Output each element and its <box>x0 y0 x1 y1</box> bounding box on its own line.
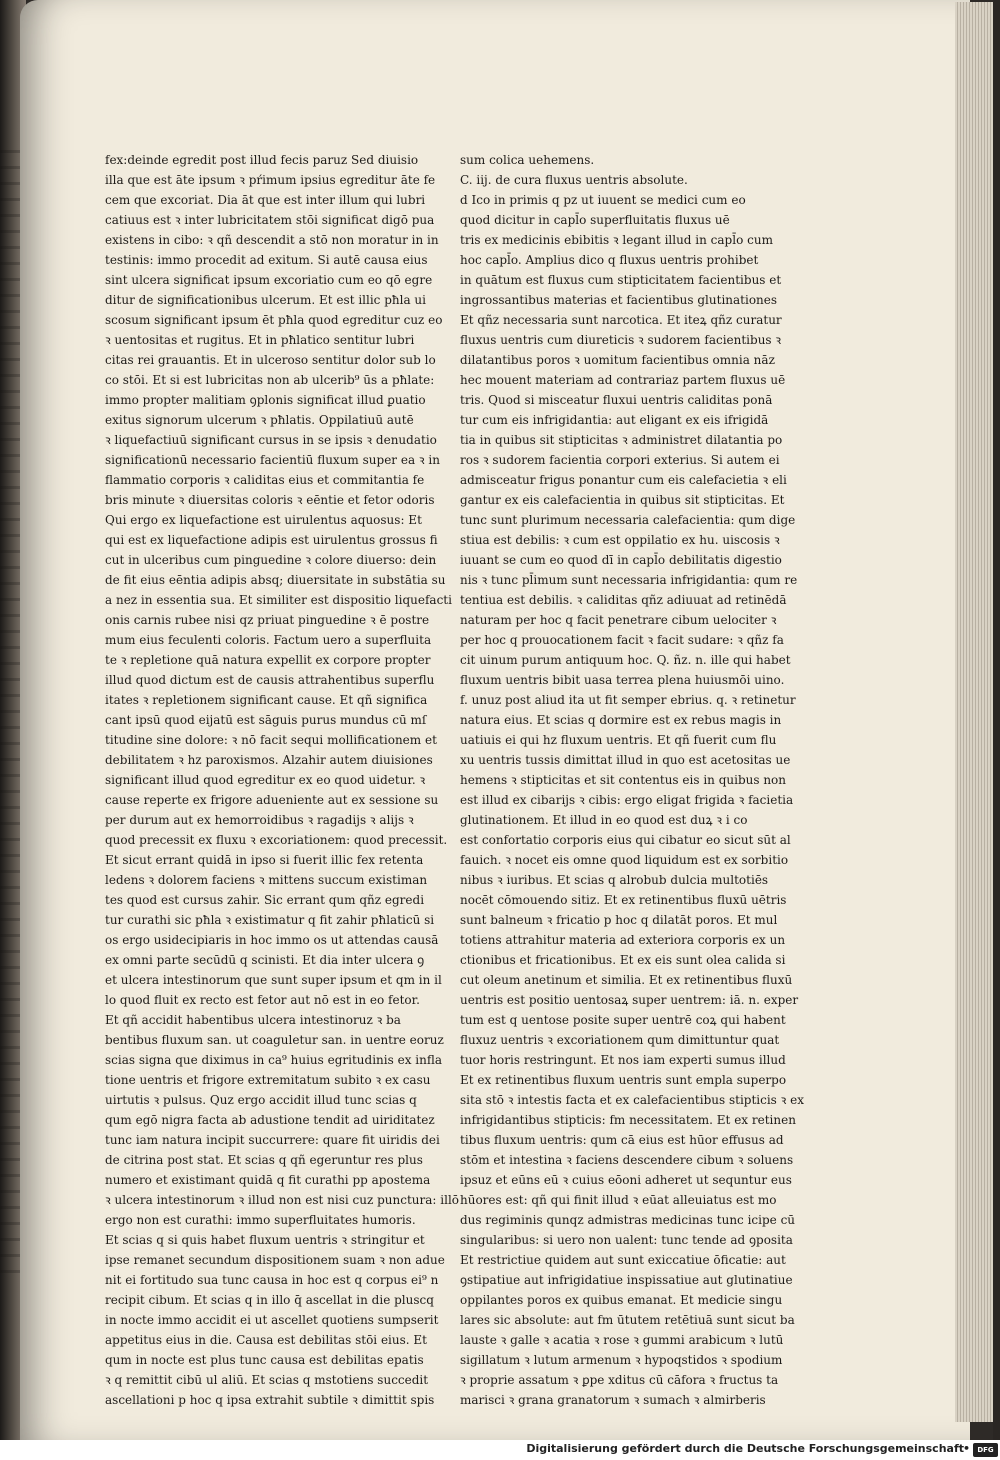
text-line: hemens ꝛ stipticitas et sit contentus eis in quibus non <box>460 773 787 787</box>
text-line: cut oleum anetinum et similia. Et ex retinentibus fluxū <box>460 973 793 987</box>
text-line: bris minute ꝛ diuersitas coloris ꝛ eēntie et fetor odoris <box>105 493 435 507</box>
text-line: illud quod dictum est de causis attrahentibus superflu <box>105 673 435 687</box>
text-line: tia in quibus sit stipticitas ꝛ administret dilatantia po <box>460 433 783 447</box>
text-line: d Ico in primis q pz ut iuuent se medici cum eo <box>460 193 746 207</box>
footer-credit: Digitalisierung gefördert durch die Deutsche Forschungsgemeinschaft <box>526 1442 964 1455</box>
text-line: te ꝛ repletione quā natura expellit ex corpore propter <box>105 653 431 667</box>
text-line: ipsuz et eūns eū ꝛ cuius eōoni adheret ut sequntur eus <box>460 1173 792 1187</box>
text-line: ꝛ ulcera intestinorum ꝛ illud non est nisi cuz punctura: illō <box>105 1193 460 1207</box>
text-line: titudine sine dolore: ꝛ nō facit sequi mollificationem et <box>105 733 437 747</box>
text-line: dus regiminis qunqz admistras medicinas tunc icipe cū <box>460 1213 796 1227</box>
text-line: lo quod fluit ex recto est fetor aut nō est in eo fetor. <box>105 993 420 1007</box>
footer-bullet: • <box>962 1442 970 1455</box>
text-line: sigillatum ꝛ lutum armenum ꝛ hypoqstidos ꝛ spodium <box>460 1353 783 1367</box>
text-line: citas rei grauantis. Et in ulceroso sentitur dolor sub lo <box>105 353 436 367</box>
text-line: ꝛ uentositas et rugitus. Et in pħlatico sentitur lubri <box>105 333 415 347</box>
text-line: natura eius. Et scias q dormire est ex rebus magis in <box>460 713 782 727</box>
text-line: infrigidantibus stipticis: fm necessitatem. Et ex retinen <box>460 1113 796 1127</box>
text-line: immo propter malitiam ꝯplonis significat illud ꝑuatio <box>105 393 426 407</box>
text-line: onis carnis rubee nisi qz priuat pinguedine ꝛ ē postre <box>105 613 430 627</box>
text-line: cit uinum purum antiquum hoc. Q. ñz. n. ille qui habet <box>460 653 791 667</box>
text-line: hec mouent materiam ad contrariaz partem fluxus uē <box>460 373 786 387</box>
text-line: xu uentris tussis dimittat illud in quo est acetositas ue <box>460 753 791 767</box>
text-line: Et ex retinentibus fluxum uentris sunt empla superpo <box>460 1073 787 1087</box>
footer-bar <box>0 1440 1000 1460</box>
text-line: Et restrictiue quidem aut sunt exiccatiue ōficatie: aut <box>460 1253 786 1267</box>
text-line: itates ꝛ repletionem significant cause. Et qñ significa <box>105 693 428 707</box>
text-line: de fit eius eēntia adipis absq; diuersitate in substātia su <box>105 573 446 587</box>
text-line: ditur de significationibus ulcerum. Et est illic pħla ui <box>105 293 426 307</box>
text-line: ipse remanet secundum dispositionem suam ꝛ non adue <box>105 1253 445 1267</box>
text-line: f. unuz post aliud ita ut fit semper ebrius. q. ꝛ retinetur <box>460 693 796 707</box>
text-line: ingrossantibus materias et facientibus glutinationes <box>460 293 778 307</box>
text-line: testinis: immo procedit ad exitum. Si autē causa eius <box>105 253 428 267</box>
text-line: sum colica uehemens. <box>460 153 595 167</box>
text-column-right <box>460 150 805 1410</box>
text-line: nocēt cōmouendo sitiz. Et ex retinentibus fluxū uētris <box>460 893 787 907</box>
text-line: Qui ergo ex liquefactione est uirulentus aquosus: Et <box>105 513 422 527</box>
text-line: significationū necessario facientiū fluxum super ea ꝛ in <box>105 453 440 467</box>
text-line: recipit cibum. Et scias q in illo q̄ ascellat in die pluscq <box>105 1293 434 1307</box>
text-line: ex omni parte secūdū q scinisti. Et dia inter ulcera ꝯ <box>105 953 425 967</box>
text-line: uentris est positio uentosaꝝ super uentrem: iā. n. exper <box>460 993 799 1007</box>
text-line: naturam per hoc q facit penetrare cibum uelociter ꝛ <box>460 613 777 627</box>
text-line: hoc capl̄o. Amplius dico q fluxus uentris prohibet <box>460 253 759 267</box>
text-line: iuuant se cum eo quod dī in capl̄o debilitatis digestio <box>460 553 782 567</box>
text-line: ꝛ liquefactiuū significant cursus in se ipsis ꝛ denudatio <box>105 433 437 447</box>
text-line: lauste ꝛ galle ꝛ acatia ꝛ rose ꝛ gummi arabicum ꝛ lutū <box>460 1333 784 1347</box>
text-line: qum egō nigra facta ab adustione tendit ad uiriditatez <box>105 1113 435 1127</box>
text-line: tuor horis restringunt. Et nos iam experti sumus illud <box>460 1053 786 1067</box>
text-line: stōm et intestina ꝛ faciens descendere cibum ꝛ soluens <box>460 1153 794 1167</box>
text-line: tur cum eis infrigidantia: aut eligant ex eis ifrigidā <box>460 413 769 427</box>
text-line: fluxus uentris cum diureticis ꝛ sudorem facientibus ꝛ <box>460 333 782 347</box>
text-line: tunc iam natura incipit succurrere: quare fit uiridis dei <box>105 1133 440 1147</box>
text-line: ledens ꝛ dolorem faciens ꝛ mittens succum existiman <box>105 873 428 887</box>
text-line: mum eius feculenti coloris. Factum uero a superfluita <box>105 633 432 647</box>
text-line: fluxuz uentris ꝛ excoriationem qum dimittuntur quat <box>460 1033 780 1047</box>
text-line: stiua est debilis: ꝛ cum est oppilatio ex hu. uiscosis ꝛ <box>460 533 780 547</box>
text-line: Et sicut errant quidā in ipso si fuerit illic fex retenta <box>105 853 424 867</box>
text-line: qum in nocte est plus tunc causa est debilitas epatis <box>105 1353 424 1367</box>
text-line: nis ꝛ tunc pl̄imum sunt necessaria infrigidantia: qum re <box>460 573 798 587</box>
text-line: dilatantibus poros ꝛ uomitum facientibus omnia nāz <box>460 353 775 367</box>
text-line: per hoc q prouocationem facit ꝛ facit sudare: ꝛ qñz fa <box>460 633 784 647</box>
text-line: gantur ex eis calefacientia in quibus sit stipticitas. Et <box>460 493 785 507</box>
text-line: illa que est āte ipsum ꝛ pŕimum ipsius egreditur āte fe <box>105 173 436 187</box>
text-line: uirtutis ꝛ pulsus. Quz ergo accidit illud tunc scias q <box>105 1093 417 1107</box>
dfg-logo: DFG <box>973 1443 998 1457</box>
text-line: uatiuis ei qui hz fluxum uentris. Et qñ fuerit cum flu <box>460 733 777 747</box>
text-line: cause reperte ex frigore adueniente aut ex sessione su <box>105 793 439 807</box>
text-line: fex:deinde egredit post illud fecis paruz Sed diuisio <box>105 153 419 167</box>
text-line: appetitus eius in die. Causa est debilitas stōi eius. Et <box>105 1333 427 1347</box>
text-line: exitus signorum ulcerum ꝛ pħlatis. Oppilatiuū autē <box>105 413 414 427</box>
text-line: cant ipsū quod eijatū est sāguis purus mundus cū mſ <box>105 713 427 727</box>
text-line: C. iij. de cura fluxus uentris absolute. <box>460 173 688 187</box>
text-line: cut in ulceribus cum pinguedine ꝛ colore diuerso: dein <box>105 553 437 567</box>
text-line: in quātum est fluxus cum stipticitatem facientibus et <box>460 273 782 287</box>
text-line: de citrina post stat. Et scias q qñ egeruntur res plus <box>105 1153 423 1167</box>
text-line: ꝯstipatiue aut infrigidatiue inspissatiue aut glutinatiue <box>460 1273 793 1287</box>
text-line: tur curathi sic pħla ꝛ existimatur q fit zahir pħlaticū si <box>105 913 435 927</box>
text-line: tibus fluxum uentris: qum cā eius est hūor effusus ad <box>460 1133 784 1147</box>
text-line: quod dicitur in capl̄o superfluitatis fluxus uē <box>460 213 730 227</box>
text-line: tris ex medicinis ebibitis ꝛ legant illud in capl̄o cum <box>460 233 773 247</box>
text-line: catiuus est ꝛ inter lubricitatem stōi significat digō pua <box>105 213 435 227</box>
text-line: tum est q uentose posite super uentrē coꝝ qui habent <box>460 1013 786 1027</box>
text-line: scias signa que diximus in ca⁹ huius egritudinis ex infla <box>105 1053 443 1067</box>
text-line: tes quod est cursus zahir. Sic errant qum qñz egredi <box>105 893 425 907</box>
text-line: tunc sunt plurimum necessaria calefacientia: qum dige <box>460 513 796 527</box>
text-line: ascellationi p hoc q ipsa extrahit subtile ꝛ dimittit spis <box>105 1393 435 1407</box>
text-line: glutinationem. Et illud in eo quod est duꝝ ꝛ i co <box>460 813 748 827</box>
text-line: est confortatio corporis eius qui cibatur eo sicut sūt al <box>460 833 791 847</box>
text-line: bentibus fluxum san. ut coaguletur san. in uentre eoruz <box>105 1033 444 1047</box>
text-line: tione uentris et frigore extremitatum subito ꝛ ex casu <box>105 1073 431 1087</box>
text-line: numero et existimant quidā q fit curathi pp apostema <box>105 1173 431 1187</box>
text-line: totiens attrahitur materia ad exteriora corporis ex un <box>460 933 786 947</box>
text-line: per durum aut ex hemorroidibus ꝛ ragadijs ꝛ alijs ꝛ <box>105 813 414 827</box>
text-line: Et qñz necessaria sunt narcotica. Et iteꝝ qñz curatur <box>460 313 782 327</box>
text-line: marisci ꝛ grana granatorum ꝛ sumach ꝛ almirberis <box>460 1393 766 1407</box>
text-line: fauich. ꝛ nocet eis omne quod liquidum est ex sorbitio <box>460 853 789 867</box>
text-line: ergo non est curathi: immo superfluitates humoris. <box>105 1213 416 1227</box>
text-line: tris. Quod si misceatur fluxui uentris caliditas ponā <box>460 393 773 407</box>
text-line: singularibus: si uero non ualent: tunc tende ad ꝯposita <box>460 1233 793 1247</box>
page-block-shadow <box>993 0 1000 1440</box>
text-line: quod precessit ex fluxu ꝛ excoriationem: quod precessit. <box>105 833 448 847</box>
text-line: Et scias q si quis habet fluxum uentris ꝛ stringitur et <box>105 1233 425 1247</box>
text-line: est illud ex cibarijs ꝛ cibis: ergo eligat frigida ꝛ facietia <box>460 793 794 807</box>
text-line: et ulcera intestinorum que sunt super ipsum et qm in il <box>105 973 442 987</box>
text-line: cem que excoriat. Dia āt que est inter illum qui lubri <box>105 193 426 207</box>
text-line: ros ꝛ sudorem facientia corpori exterius. Si autem ei <box>460 453 780 467</box>
text-line: oppilantes poros ex quibus emanat. Et medicie singu <box>460 1293 783 1307</box>
text-line: sint ulcera significat ipsum excoriatio cum eo qō egre <box>105 273 433 287</box>
text-line: nibus ꝛ iuribus. Et scias q alrobub dulcia multotiēs <box>460 873 769 887</box>
text-line: admisceatur frigus ponantur cum eis calefacietia ꝛ eli <box>460 473 787 487</box>
text-line: ꝛ q remittit cibū ul aliū. Et scias q mstotiens succedit <box>105 1373 429 1387</box>
text-line: significant illud quod egreditur ex eo quod uidetur. ꝛ <box>105 773 426 787</box>
text-line: hūores est: qñ qui finit illud ꝛ eūat alleuiatus est mo <box>460 1193 777 1207</box>
text-line: sita stō ꝛ intestis facta et ex calefacientibus stipticis ꝛ ex <box>460 1093 805 1107</box>
text-column-left <box>105 150 460 1410</box>
text-line: debilitatem ꝛ hz paroxismos. Alzahir autem diuisiones <box>105 753 433 767</box>
text-line: a nez in essentia sua. Et similiter est dispositio liquefacti <box>105 593 452 607</box>
text-line: Et qñ accidit habentibus ulcera intestinoruz ꝛ ba <box>105 1013 401 1027</box>
text-line: lares sic absolute: aut fm ūtutem retētiuā sunt sicut ba <box>460 1313 795 1327</box>
text-line: in nocte immo accidit ei ut ascellet quotiens sumpserit <box>105 1313 439 1327</box>
text-line: qui est ex liquefactione adipis est uirulentus grossus fi <box>105 533 438 547</box>
text-line: fluxum uentris bibit uasa terrea plena huiusmōi uino. <box>460 673 785 687</box>
text-line: ꝛ proprie assatum ꝛ ꝑpe xditus cū cāfora ꝛ fructus ta <box>460 1373 779 1387</box>
facing-page-text-sliver <box>0 150 22 1280</box>
text-line: sunt balneum ꝛ fricatio p hoc q dilatāt poros. Et mul <box>460 913 778 927</box>
text-line: tentiua est debilis. ꝛ caliditas qñz adiuuat ad retinēdā <box>460 593 787 607</box>
text-line: ctionibus et fricationibus. Et ex eis sunt olea calida si <box>460 953 786 967</box>
text-line: nit ei fortitudo sua tunc causa in hoc est q corpus ei⁹ n <box>105 1273 439 1287</box>
text-line: scosum significant ipsum ēt pħla quod egreditur cuz eo <box>105 313 443 327</box>
text-line: os ergo usidecipiaris in hoc immo os ut attendas causā <box>105 933 439 947</box>
text-line: existens in cibo: ꝛ qñ descendit a stō non moratur in in <box>105 233 439 247</box>
text-line: flammatio corporis ꝛ caliditas eius et commitantia fe <box>105 473 425 487</box>
text-line: co stōi. Et si est lubricitas non ab ulcerib⁹ ūs a pħlate: <box>105 373 435 387</box>
